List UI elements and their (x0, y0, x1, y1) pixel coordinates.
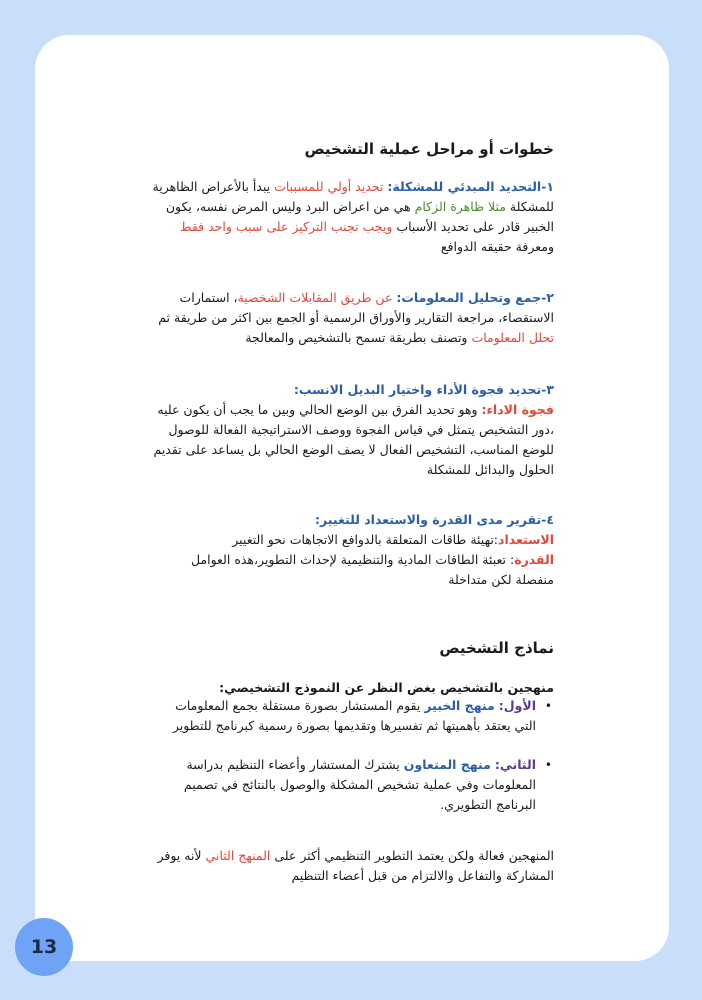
list-item: • الأول: منهج الخبير يقوم المستشار بصورة مستقلة بجمع المعلومات التي يعتقد بأهميتها ثم تفسيرها وتقديمها بصورة رسمية كبرنامج للتطوير (172, 698, 552, 733)
step-3: ٣-تحديد فجوة الأداء واختيار البديل الانسب: فجوة الاداء: وهو تحديد الفرق بين الوضع الحالي وبين ما يجب أن يكون عليه ،دور التشخيص يتمثل في قياس الفجوة ووصف الاستراتيجية الفعالة للوصول للوضع المناسب، التشخيص الفعال لا يصف الوضع الحالي بل يساعد على تقديم الحلول والبدائل للمشكلة (153, 382, 554, 477)
bullet-icon: • (544, 699, 552, 713)
conclusion: المنهجين فعالة ولكن يعتمد التطوير التنظيمي أكثر على المنهج الثاني لأنه يوفر المشاركة والتفاعل والالتزام من قبل أعضاء التنظيم (157, 848, 554, 883)
step-1-heading: ١-التحديد المبدئي للمشكلة: (387, 179, 554, 194)
section-title-steps: خطوات أو مراحل عملية التشخيص (304, 140, 554, 158)
page-number-badge: 13 (15, 918, 73, 976)
list-item: • الثاني: منهج المتعاون يشترك المستشار وأعضاء التنظيم بدراسة المعلومات وفي عملية تشخيص المشكلة والوصول بالنتائج في تصميم البرنامج التطويري. (183, 757, 552, 812)
step-1: ١-التحديد المبدئي للمشكلة: تحديد أولي للمسببات يبدأ بالأعراض الظاهرية للمشكلة مثلا ظاهرة الزكام هي من اعراض البرد وليس المرض نفسه، يكون الخبير قادر على تحديد الأسباب ويجب تجنب التركيز على سبب واحد فقط ومعرفة حقيقه الدوافع (152, 179, 554, 254)
step-3-heading: ٣-تحديد فجوة الأداء واختيار البديل الانسب: (293, 382, 554, 397)
step-2: ٢-جمع وتحليل المعلومات: عن طريق المقابلات الشخصية، استمارات الاستقصاء، مراجعة التقارير والأوراق الرسمية أو الجمع بين اكثر من طريقة ثم تحلل المعلومات وتصنف بطريقة تسمح بالتشخيص والمعالجة (158, 290, 554, 345)
approaches-intro: منهجين بالتشخيص بغض النظر عن النموذج التشخيصي: (219, 680, 554, 695)
step-4: ٤-تقرير مدى القدرة والاستعداد للتغيير: الاستعداد:تهيئة طاقات المتعلقة بالدوافع الاتجاهات نحو التغيير القدرة: تعبئة الطاقات المادية والتنظيمية لإحداث التطوير،هذه العوامل منفصلة لكن متداخلة (190, 512, 554, 587)
step-2-heading: ٢-جمع وتحليل المعلومات: (396, 290, 554, 305)
section-title-models: نماذج التشخيص (439, 639, 554, 657)
step-4-heading: ٤-تقرير مدى القدرة والاستعداد للتغيير: (314, 512, 554, 527)
approaches-list (150, 696, 554, 815)
bullet-icon: • (544, 758, 552, 772)
page-card (35, 35, 669, 961)
